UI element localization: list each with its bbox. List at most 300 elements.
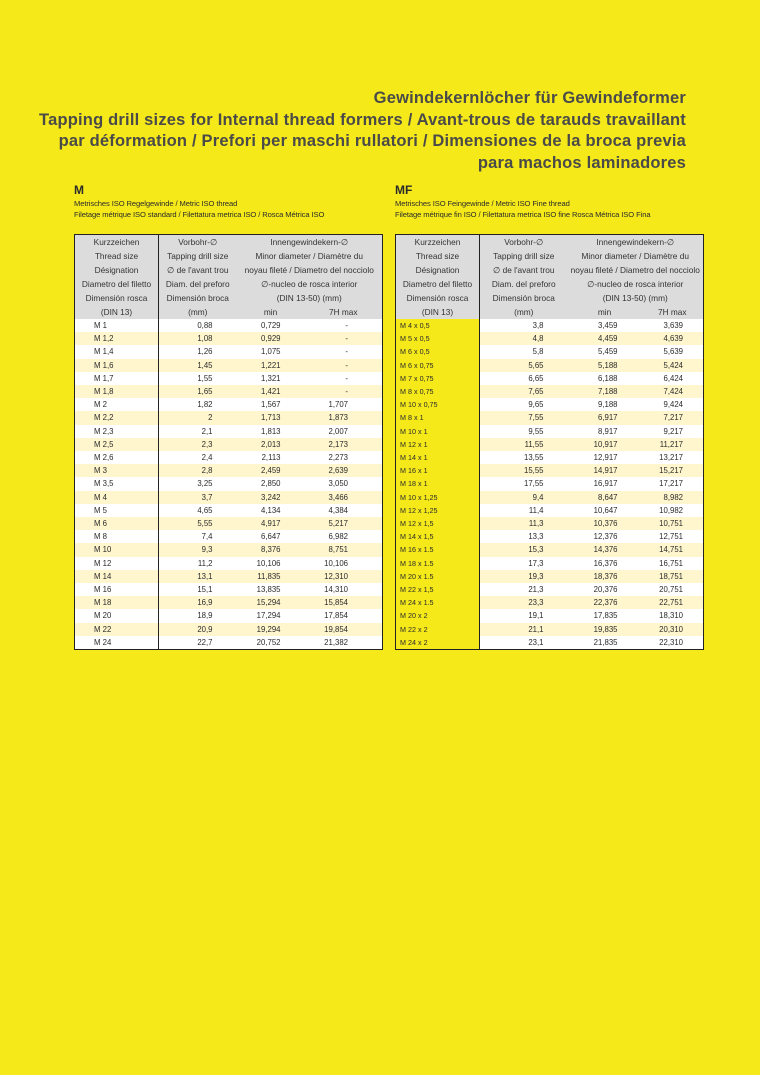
minor-max-cell: 6,424 (642, 372, 704, 385)
drill-size-cell: 7,65 (480, 385, 568, 398)
header-thread-size: Kurzzeichen (75, 235, 159, 250)
section-letter: M (74, 183, 84, 197)
minor-max-cell: 2,273 (305, 451, 383, 464)
minor-min-cell: 5,459 (568, 345, 642, 358)
table-row (75, 411, 383, 424)
minor-max-cell: 1,873 (305, 411, 383, 424)
thread-size-cell: M 10 x 1,25 (396, 491, 480, 504)
metric-thread-section (74, 183, 382, 647)
drill-size-cell: 2,8 (159, 464, 237, 477)
drill-size-cell: 11,4 (480, 504, 568, 517)
minor-min-cell: 12,917 (568, 451, 642, 464)
minor-max-cell: 2,173 (305, 438, 383, 451)
minor-max-cell: 4,639 (642, 332, 704, 345)
minor-max-cell: 18,751 (642, 570, 704, 583)
header-thread-size: Désignation (396, 263, 480, 277)
minor-min-cell: 17,294 (237, 609, 305, 622)
table-row (75, 570, 383, 583)
table-row (396, 596, 704, 609)
table-row (75, 583, 383, 596)
thread-size-cell: M 10 (75, 543, 159, 556)
table-row (75, 438, 383, 451)
thread-size-cell: M 6 (75, 517, 159, 530)
minor-max-cell: 9,217 (642, 425, 704, 438)
drill-size-cell: 1,08 (159, 332, 237, 345)
table-row (75, 332, 383, 345)
drill-size-cell: 1,26 (159, 345, 237, 358)
drill-size-cell: 3,8 (480, 319, 568, 332)
minor-min-cell: 10,376 (568, 517, 642, 530)
minor-max-cell: 9,424 (642, 398, 704, 411)
table-row (396, 425, 704, 438)
thread-size-cell: M 1,6 (75, 359, 159, 372)
minor-min-cell: 0,729 (237, 319, 305, 332)
drill-size-cell: 23,1 (480, 636, 568, 650)
drill-size-cell: 18,9 (159, 609, 237, 622)
minor-max-cell: 20,310 (642, 623, 704, 636)
title-line-1: Gewindekernlöcher für Gewindeformer (373, 89, 686, 107)
drill-size-cell: 19,3 (480, 570, 568, 583)
table-row (75, 451, 383, 464)
minor-min-cell: 14,376 (568, 543, 642, 556)
thread-size-cell: M 20 x 2 (396, 609, 480, 622)
page-title (39, 88, 686, 174)
drill-size-cell: 3,7 (159, 491, 237, 504)
table-row (75, 609, 383, 622)
drill-size-cell: 13,55 (480, 451, 568, 464)
drill-size-cell: 15,3 (480, 543, 568, 556)
table-row (396, 411, 704, 424)
header-drill-size: Diam. del preforo (480, 277, 568, 291)
table-row (396, 385, 704, 398)
thread-size-cell: M 1,2 (75, 332, 159, 345)
thread-size-cell: M 2,6 (75, 451, 159, 464)
minor-min-cell: 10,917 (568, 438, 642, 451)
thread-size-cell: M 1,4 (75, 345, 159, 358)
header-minor-diameter: noyau fileté / Diametro del nocciolo (568, 263, 704, 277)
minor-max-cell: 13,217 (642, 451, 704, 464)
thread-size-cell: M 20 x 1.5 (396, 570, 480, 583)
minor-min-cell: 7,188 (568, 385, 642, 398)
header-row (396, 235, 704, 250)
thread-size-cell: M 14 x 1,5 (396, 530, 480, 543)
minor-min-cell: 8,376 (237, 543, 305, 556)
title-line-2: Tapping drill sizes for Internal thread formers / Avant-trous de tarauds travaillant (39, 110, 686, 129)
table-row (396, 609, 704, 622)
drill-size-cell: 7,55 (480, 411, 568, 424)
header-row (396, 305, 704, 319)
drill-size-cell: 5,65 (480, 359, 568, 372)
thread-size-cell: M 24 (75, 636, 159, 650)
minor-min-cell: 1,075 (237, 345, 305, 358)
header-min: min (237, 305, 305, 319)
header-row (75, 291, 383, 305)
minor-min-cell: 14,917 (568, 464, 642, 477)
header-drill-size: Tapping drill size (480, 249, 568, 263)
thread-size-cell: M 12 x 1 (396, 438, 480, 451)
minor-min-cell: 2,113 (237, 451, 305, 464)
section-subtitle-1: Metrisches ISO Feingewinde / Metric ISO Fine thread (395, 199, 570, 208)
header-row (75, 277, 383, 291)
minor-min-cell: 6,188 (568, 372, 642, 385)
minor-min-cell: 8,647 (568, 491, 642, 504)
drill-size-cell: 22,7 (159, 636, 237, 650)
thread-size-cell: M 5 x 0,5 (396, 332, 480, 345)
drill-size-cell: 4,8 (480, 332, 568, 345)
minor-max-cell: 21,382 (305, 636, 383, 650)
section-subtitle-2: Filetage métrique ISO standard / Filettatura metrica ISO / Rosca Métrica ISO (74, 210, 325, 219)
minor-min-cell: 1,813 (237, 425, 305, 438)
minor-min-cell: 2,013 (237, 438, 305, 451)
drill-size-cell: 2,3 (159, 438, 237, 451)
header-max: 7H max (305, 305, 383, 319)
header-drill-size: Vorbohr-∅ (480, 235, 568, 250)
header-minor-diameter: (DIN 13-50) (mm) (568, 291, 704, 305)
minor-min-cell: 4,917 (237, 517, 305, 530)
header-max: 7H max (642, 305, 704, 319)
drill-size-cell: 6,65 (480, 372, 568, 385)
thread-size-cell: M 1,7 (75, 372, 159, 385)
drill-size-cell: 13,3 (480, 530, 568, 543)
header-drill-size: Tapping drill size (159, 249, 237, 263)
table-row (75, 636, 383, 650)
drill-size-cell: 3,25 (159, 477, 237, 490)
header-minor-diameter: Innengewindekern-∅ (237, 235, 383, 250)
thread-size-cell: M 22 x 1,5 (396, 583, 480, 596)
table-row (75, 345, 383, 358)
minor-min-cell: 13,835 (237, 583, 305, 596)
minor-max-cell: 3,466 (305, 491, 383, 504)
header-thread-size: (DIN 13) (396, 305, 480, 319)
header-row (75, 305, 383, 319)
header-thread-size: Kurzzeichen (396, 235, 480, 250)
drill-size-cell: 17,55 (480, 477, 568, 490)
minor-max-cell: 2,007 (305, 425, 383, 438)
header-minor-diameter: ∅-nucleo de rosca interior (237, 277, 383, 291)
thread-size-cell: M 12 (75, 557, 159, 570)
thread-size-cell: M 12 x 1,5 (396, 517, 480, 530)
table-row (75, 623, 383, 636)
drill-size-cell: 1,65 (159, 385, 237, 398)
drill-size-cell: 15,1 (159, 583, 237, 596)
table-row (75, 491, 383, 504)
minor-min-cell: 8,917 (568, 425, 642, 438)
minor-min-cell: 18,376 (568, 570, 642, 583)
minor-min-cell: 2,850 (237, 477, 305, 490)
minor-max-cell: 10,982 (642, 504, 704, 517)
thread-size-cell: M 2,3 (75, 425, 159, 438)
header-row (396, 263, 704, 277)
thread-size-cell: M 6 x 0,5 (396, 345, 480, 358)
thread-size-cell: M 16 (75, 583, 159, 596)
table-row (396, 530, 704, 543)
table-row (396, 451, 704, 464)
minor-min-cell: 0,929 (237, 332, 305, 345)
minor-min-cell: 3,459 (568, 319, 642, 332)
minor-max-cell: 15,854 (305, 596, 383, 609)
thread-size-cell: M 4 (75, 491, 159, 504)
drill-size-cell: 17,3 (480, 557, 568, 570)
header-thread-size: Désignation (75, 263, 159, 277)
minor-max-cell: 7,424 (642, 385, 704, 398)
minor-max-cell: - (305, 385, 383, 398)
header-row (396, 249, 704, 263)
thread-size-cell: M 16 x 1.5 (396, 543, 480, 556)
minor-max-cell: 3,050 (305, 477, 383, 490)
table-row (75, 504, 383, 517)
table-row (396, 583, 704, 596)
thread-size-cell: M 4 x 0,5 (396, 319, 480, 332)
thread-size-cell: M 12 x 1,25 (396, 504, 480, 517)
minor-min-cell: 22,376 (568, 596, 642, 609)
drill-size-cell: 4,65 (159, 504, 237, 517)
table-row (396, 504, 704, 517)
minor-min-cell: 11,835 (237, 570, 305, 583)
drill-size-cell: 20,9 (159, 623, 237, 636)
drill-size-table (74, 234, 383, 650)
thread-size-cell: M 22 x 2 (396, 623, 480, 636)
minor-max-cell: 4,384 (305, 504, 383, 517)
thread-size-cell: M 3,5 (75, 477, 159, 490)
minor-min-cell: 6,647 (237, 530, 305, 543)
minor-min-cell: 5,188 (568, 359, 642, 372)
thread-size-cell: M 10 x 0,75 (396, 398, 480, 411)
table-row (396, 570, 704, 583)
section-subtitle-2: Filetage métrique fin ISO / Filettatura metrica ISO fine Rosca Métrica ISO Fina (395, 210, 651, 219)
thread-size-cell: M 1 (75, 319, 159, 332)
minor-min-cell: 15,294 (237, 596, 305, 609)
table-row (75, 477, 383, 490)
minor-max-cell: - (305, 372, 383, 385)
table-row (396, 623, 704, 636)
thread-size-cell: M 1,8 (75, 385, 159, 398)
drill-size-cell: 2 (159, 411, 237, 424)
fine-thread-section (395, 183, 703, 647)
minor-min-cell: 4,459 (568, 332, 642, 345)
table-row (396, 491, 704, 504)
table-row (396, 636, 704, 650)
drill-size-cell: 9,3 (159, 543, 237, 556)
drill-size-cell: 11,3 (480, 517, 568, 530)
minor-max-cell: - (305, 359, 383, 372)
title-line-3: par déformation / Prefori per maschi rullatori / Dimensiones de la broca previa (58, 132, 686, 150)
header-row (75, 263, 383, 277)
thread-size-cell: M 7 x 0,75 (396, 372, 480, 385)
header-drill-size: Diam. del preforo (159, 277, 237, 291)
drill-size-cell: 9,65 (480, 398, 568, 411)
header-minor-diameter: noyau fileté / Diametro del nocciolo (237, 263, 383, 277)
table-row (396, 345, 704, 358)
header-thread-size: Dimensión rosca (75, 291, 159, 305)
header-thread-size: (DIN 13) (75, 305, 159, 319)
header-drill-size: ∅ de l'avant trou (480, 263, 568, 277)
minor-min-cell: 6,917 (568, 411, 642, 424)
header-row (75, 235, 383, 250)
table-row (396, 517, 704, 530)
minor-min-cell: 20,752 (237, 636, 305, 650)
drill-size-cell: 5,55 (159, 517, 237, 530)
minor-min-cell: 1,221 (237, 359, 305, 372)
header-thread-size: Thread size (75, 249, 159, 263)
drill-size-cell: 23,3 (480, 596, 568, 609)
minor-min-cell: 16,376 (568, 557, 642, 570)
thread-size-cell: M 8 x 0,75 (396, 385, 480, 398)
thread-size-cell: M 16 x 1 (396, 464, 480, 477)
thread-size-cell: M 20 (75, 609, 159, 622)
drill-size-cell: 9,55 (480, 425, 568, 438)
minor-min-cell: 3,242 (237, 491, 305, 504)
minor-max-cell: 10,106 (305, 557, 383, 570)
thread-size-cell: M 2 (75, 398, 159, 411)
minor-max-cell: 16,751 (642, 557, 704, 570)
table-row (396, 372, 704, 385)
thread-size-cell: M 10 x 1 (396, 425, 480, 438)
table-row (75, 385, 383, 398)
section-letter: MF (395, 183, 413, 197)
minor-max-cell: 18,310 (642, 609, 704, 622)
drill-size-cell: 2,4 (159, 451, 237, 464)
drill-size-cell: 5,8 (480, 345, 568, 358)
minor-max-cell: 1,707 (305, 398, 383, 411)
minor-max-cell: 5,424 (642, 359, 704, 372)
minor-max-cell: 8,982 (642, 491, 704, 504)
minor-min-cell: 1,421 (237, 385, 305, 398)
header-thread-size: Thread size (396, 249, 480, 263)
thread-size-cell: M 18 x 1 (396, 477, 480, 490)
thread-size-cell: M 3 (75, 464, 159, 477)
minor-max-cell: 17,854 (305, 609, 383, 622)
minor-max-cell: 19,854 (305, 623, 383, 636)
minor-min-cell: 16,917 (568, 477, 642, 490)
minor-max-cell: 8,751 (305, 543, 383, 556)
table-row (396, 557, 704, 570)
minor-max-cell: 6,982 (305, 530, 383, 543)
minor-min-cell: 17,835 (568, 609, 642, 622)
minor-max-cell: 5,639 (642, 345, 704, 358)
header-drill-size: (mm) (159, 305, 237, 319)
minor-min-cell: 19,835 (568, 623, 642, 636)
table-row (396, 464, 704, 477)
drill-size-cell: 1,82 (159, 398, 237, 411)
drill-size-cell: 13,1 (159, 570, 237, 583)
header-drill-size: ∅ de l'avant trou (159, 263, 237, 277)
thread-size-cell: M 18 x 1.5 (396, 557, 480, 570)
table-row (396, 438, 704, 451)
minor-min-cell: 1,713 (237, 411, 305, 424)
header-row (75, 249, 383, 263)
minor-max-cell: 12,310 (305, 570, 383, 583)
header-drill-size: Vorbohr-∅ (159, 235, 237, 250)
drill-size-cell: 9,4 (480, 491, 568, 504)
minor-min-cell: 1,567 (237, 398, 305, 411)
header-drill-size: (mm) (480, 305, 568, 319)
table-row (396, 359, 704, 372)
header-thread-size: Dimensión rosca (396, 291, 480, 305)
drill-size-cell: 2,1 (159, 425, 237, 438)
thread-size-cell: M 24 x 2 (396, 636, 480, 650)
minor-max-cell: 14,310 (305, 583, 383, 596)
thread-size-cell: M 8 (75, 530, 159, 543)
table-row (75, 530, 383, 543)
minor-max-cell: 15,217 (642, 464, 704, 477)
minor-max-cell: - (305, 319, 383, 332)
table-row (75, 359, 383, 372)
minor-max-cell: 11,217 (642, 438, 704, 451)
minor-min-cell: 4,134 (237, 504, 305, 517)
minor-min-cell: 10,106 (237, 557, 305, 570)
thread-size-cell: M 24 x 1.5 (396, 596, 480, 609)
header-minor-diameter: Minor diameter / Diamètre du (568, 249, 704, 263)
header-minor-diameter: Innengewindekern-∅ (568, 235, 704, 250)
minor-min-cell: 20,376 (568, 583, 642, 596)
thread-size-cell: M 6 x 0,75 (396, 359, 480, 372)
table-row (75, 319, 383, 332)
table-row (396, 398, 704, 411)
header-minor-diameter: (DIN 13-50) (mm) (237, 291, 383, 305)
table-row (75, 398, 383, 411)
minor-min-cell: 10,647 (568, 504, 642, 517)
table-row (396, 319, 704, 332)
drill-size-cell: 11,55 (480, 438, 568, 451)
minor-min-cell: 12,376 (568, 530, 642, 543)
thread-size-cell: M 2,2 (75, 411, 159, 424)
thread-size-cell: M 5 (75, 504, 159, 517)
table-row (75, 596, 383, 609)
header-drill-size: Dimensión broca (159, 291, 237, 305)
title-line-4: para machos laminadores (477, 153, 686, 172)
table-row (75, 372, 383, 385)
header-min: min (568, 305, 642, 319)
thread-size-cell: M 18 (75, 596, 159, 609)
thread-size-cell: M 8 x 1 (396, 411, 480, 424)
thread-size-cell: M 14 x 1 (396, 451, 480, 464)
minor-max-cell: 5,217 (305, 517, 383, 530)
table-row (396, 332, 704, 345)
section-subtitle-1: Metrisches ISO Regelgewinde / Metric ISO thread (74, 199, 238, 208)
drill-size-cell: 0,88 (159, 319, 237, 332)
table-row (75, 557, 383, 570)
header-thread-size: Diametro del filetto (396, 277, 480, 291)
minor-min-cell: 9,188 (568, 398, 642, 411)
drill-size-cell: 19,1 (480, 609, 568, 622)
drill-size-cell: 15,55 (480, 464, 568, 477)
drill-size-table (395, 234, 704, 650)
table-row (396, 477, 704, 490)
header-drill-size: Dimensión broca (480, 291, 568, 305)
minor-min-cell: 21,835 (568, 636, 642, 650)
table-row (75, 517, 383, 530)
drill-size-cell: 1,55 (159, 372, 237, 385)
minor-max-cell: 3,639 (642, 319, 704, 332)
table-row (75, 464, 383, 477)
minor-max-cell: 2,639 (305, 464, 383, 477)
header-minor-diameter: Minor diameter / Diamètre du (237, 249, 383, 263)
minor-min-cell: 1,321 (237, 372, 305, 385)
header-row (396, 291, 704, 305)
minor-max-cell: 22,310 (642, 636, 704, 650)
minor-min-cell: 2,459 (237, 464, 305, 477)
minor-max-cell: - (305, 332, 383, 345)
drill-size-cell: 7,4 (159, 530, 237, 543)
drill-size-cell: 21,3 (480, 583, 568, 596)
drill-size-cell: 11,2 (159, 557, 237, 570)
header-row (396, 277, 704, 291)
minor-max-cell: 22,751 (642, 596, 704, 609)
minor-max-cell: 10,751 (642, 517, 704, 530)
table-row (396, 543, 704, 556)
minor-max-cell: 12,751 (642, 530, 704, 543)
drill-size-cell: 16,9 (159, 596, 237, 609)
